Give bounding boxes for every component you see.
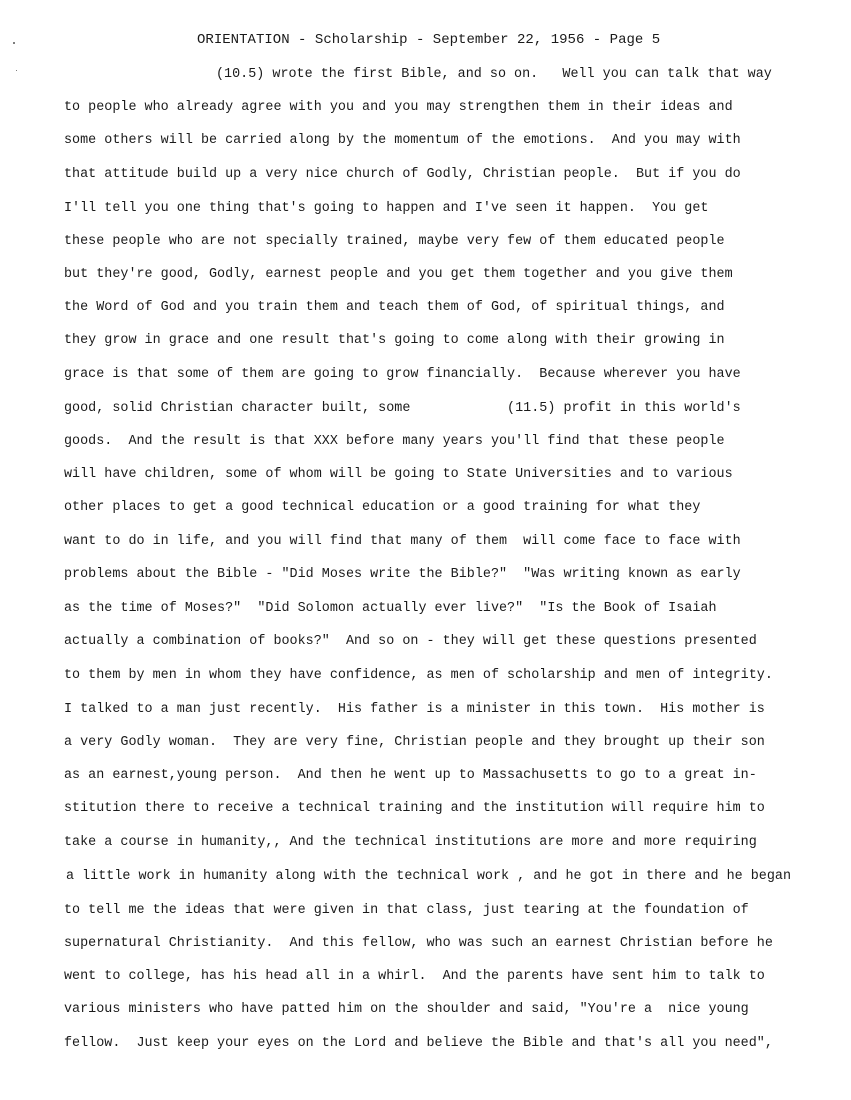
text-line: to people who already agree with you and you may strengthen them in their ideas and <box>64 100 733 115</box>
text-line: these people who are not specially trained, maybe very few of them educated people <box>64 234 725 249</box>
text-line: will have children, some of whom will be going to State Universities and to various <box>64 467 733 482</box>
text-line: good, solid Christian character built, some (11.5) profit in this world's <box>64 401 741 416</box>
text-line: stitution there to receive a technical training and the institution will require him to <box>64 801 765 816</box>
margin-speck <box>13 42 15 44</box>
text-line: problems about the Bible - "Did Moses write the Bible?" "Was writing known as early <box>64 567 741 582</box>
text-line: the Word of God and you train them and teach them of God, of spiritual things, and <box>64 300 725 315</box>
text-line: goods. And the result is that XXX before many years you'll find that these people <box>64 434 725 449</box>
text-line: some others will be carried along by the momentum of the emotions. And you may with <box>64 133 741 148</box>
text-line: other places to get a good technical education or a good training for what they <box>64 500 701 515</box>
text-line: actually a combination of books?" And so on - they will get these questions presented <box>64 634 757 649</box>
text-line: to them by men in whom they have confidence, as men of scholarship and men of integrity. <box>64 668 773 683</box>
text-line: grace is that some of them are going to grow financially. Because wherever you have <box>64 367 741 382</box>
text-line: supernatural Christianity. And this fellow, who was such an earnest Christian before he <box>64 936 773 951</box>
text-line: a very Godly woman. They are very fine, Christian people and they brought up their son <box>64 735 765 750</box>
text-line: a little work in humanity along with the technical work , and he got in there and he began <box>66 869 792 884</box>
text-line: went to college, has his head all in a whirl. And the parents have sent him to talk to <box>64 969 765 984</box>
text-line: they grow in grace and one result that's going to come along with their growing in <box>64 333 725 348</box>
text-line: to tell me the ideas that were given in that class, just tearing at the foundation of <box>64 903 749 918</box>
text-line: but they're good, Godly, earnest people and you get them together and you give them <box>64 267 733 282</box>
text-line: fellow. Just keep your eyes on the Lord and believe the Bible and that's all you need", <box>64 1036 773 1051</box>
page-header: ORIENTATION - Scholarship - September 22, 1956 - Page 5 <box>197 32 661 48</box>
margin-speck <box>16 70 17 71</box>
text-line: I talked to a man just recently. His father is a minister in this town. His mother is <box>64 702 765 717</box>
text-line: (10.5) wrote the first Bible, and so on. Well you can talk that way <box>216 67 772 82</box>
text-line: that attitude build up a very nice church of Godly, Christian people. But if you do <box>64 167 741 182</box>
text-line: various ministers who have patted him on the shoulder and said, "You're a nice young <box>64 1002 749 1017</box>
text-line: take a course in humanity,, And the technical institutions are more and more requiring <box>64 835 757 850</box>
text-line: I'll tell you one thing that's going to happen and I've seen it happen. You get <box>64 201 709 216</box>
text-line: as an earnest,young person. And then he went up to Massachusetts to go to a great in- <box>64 768 757 783</box>
text-line: as the time of Moses?" "Did Solomon actually ever live?" "Is the Book of Isaiah <box>64 601 717 616</box>
text-line: want to do in life, and you will find that many of them will come face to face with <box>64 534 741 549</box>
